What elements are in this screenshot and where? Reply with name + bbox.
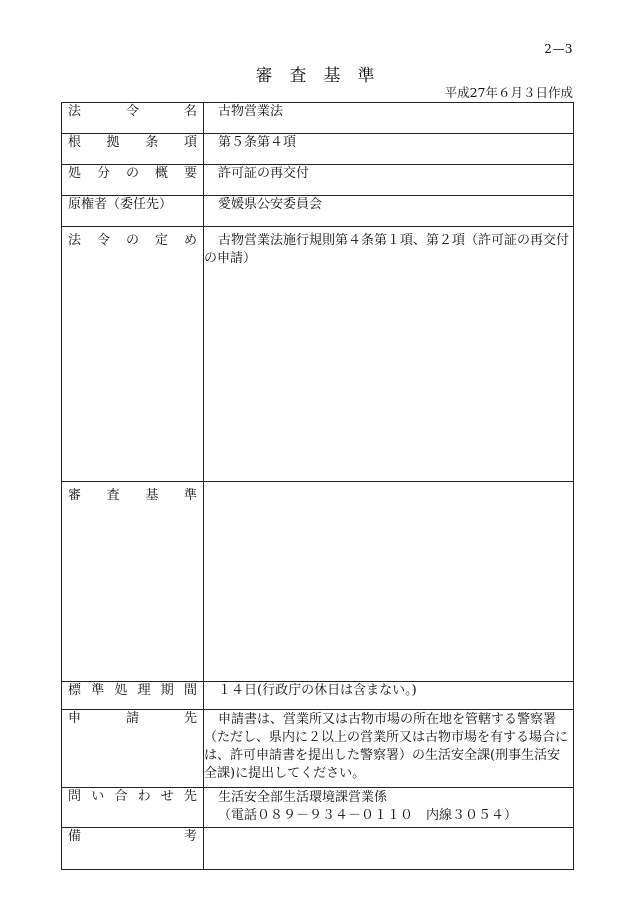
label-char: 標 xyxy=(68,683,82,698)
value-law-provision: 古物営業法施行規則第４条第１項、第２項（許可証の再交付の申請） xyxy=(204,233,570,266)
label-char: 先 xyxy=(183,789,197,804)
value-cell xyxy=(204,682,574,710)
row-application xyxy=(62,710,574,788)
label-char: 概 xyxy=(154,166,168,181)
value-cell xyxy=(204,103,574,134)
label-char: 条 xyxy=(145,135,159,150)
label-char: 備 xyxy=(68,829,82,844)
label-char: 準 xyxy=(183,488,197,503)
label-char: 名 xyxy=(183,104,197,119)
label-char: 準 xyxy=(91,683,105,698)
label-cell xyxy=(62,828,204,870)
label-cell xyxy=(62,165,204,196)
label-application xyxy=(62,710,203,728)
value-contact-line2: （電話０８９－９３４－０１１０ 内線３０５４） xyxy=(218,808,518,823)
label-cell xyxy=(62,682,204,710)
label-char: め xyxy=(183,233,197,248)
label-contact xyxy=(62,788,203,806)
row-processing-period xyxy=(62,682,574,710)
value-cell xyxy=(204,227,574,482)
row-authority xyxy=(62,196,574,227)
value-cell xyxy=(204,788,574,828)
label-criteria xyxy=(62,482,203,505)
label-char: 間 xyxy=(183,683,197,698)
review-criteria-table xyxy=(61,102,574,870)
label-processing-period xyxy=(62,682,203,700)
label-char: わ xyxy=(137,789,151,804)
label-char: 先 xyxy=(183,711,197,726)
label-char: 処 xyxy=(114,683,128,698)
row-basis xyxy=(62,134,574,165)
value-application: 申請書は、営業所又は古物市場の所在地を管轄する警察署（ただし、県内に２以上の営業所又は古物市場を有する場合には、許可申請書を提出した警察署）の生活安全課(刑事生活安全課)に提出してください。 xyxy=(204,712,569,781)
row-law-provision xyxy=(62,227,574,482)
label-char: 査 xyxy=(106,488,120,503)
label-char: 請 xyxy=(125,711,139,726)
label-char: 基 xyxy=(145,488,159,503)
label-char: 拠 xyxy=(106,135,120,150)
label-char: せ xyxy=(160,789,174,804)
label-char: 令 xyxy=(96,233,110,248)
created-date: 平成27年６月３日作成 xyxy=(444,85,573,100)
label-char: 審 xyxy=(68,488,82,503)
label-char: い xyxy=(91,789,105,804)
row-criteria xyxy=(62,482,574,682)
label-char: 理 xyxy=(137,683,151,698)
row-law-name xyxy=(62,103,574,134)
label-cell xyxy=(62,482,204,682)
label-char: 分 xyxy=(96,166,110,181)
value-criteria xyxy=(204,482,573,487)
value-summary: 許可証の再交付 xyxy=(218,166,310,181)
value-contact-line1: 生活安全部生活環境課営業係 xyxy=(218,790,388,805)
label-char: 処 xyxy=(68,166,82,181)
label-cell xyxy=(62,103,204,134)
label-char: 定 xyxy=(154,233,168,248)
label-char: 法 xyxy=(68,104,82,119)
value-cell xyxy=(204,710,574,788)
value-cell xyxy=(204,196,574,227)
value-processing-period: １４日(行政庁の休日は含まない。) xyxy=(218,683,417,698)
label-char: 問 xyxy=(68,789,82,804)
label-char: の xyxy=(125,166,139,181)
value-cell xyxy=(204,482,574,682)
label-cell xyxy=(62,196,204,227)
label-char: 項 xyxy=(183,135,197,150)
label-char: 期 xyxy=(160,683,174,698)
label-cell xyxy=(62,134,204,165)
row-contact xyxy=(62,788,574,828)
row-summary xyxy=(62,165,574,196)
label-char: 根 xyxy=(68,135,82,150)
label-char: 法 xyxy=(68,233,82,248)
label-char: 令 xyxy=(125,104,139,119)
label-summary xyxy=(62,165,203,183)
row-remarks xyxy=(62,828,574,870)
label-basis xyxy=(62,134,203,152)
document-title: 審 査 基 準 xyxy=(255,66,375,86)
value-cell xyxy=(204,828,574,870)
label-remarks xyxy=(62,828,203,846)
label-cell xyxy=(62,710,204,788)
label-law-name xyxy=(62,103,203,121)
label-char: 要 xyxy=(183,166,197,181)
label-char: 考 xyxy=(183,829,197,844)
label-char: 合 xyxy=(114,789,128,804)
label-char: の xyxy=(125,233,139,248)
value-cell xyxy=(204,165,574,196)
page-number: 2—3 xyxy=(544,42,573,56)
label-cell xyxy=(62,227,204,482)
value-authority: 愛媛県公安委員会 xyxy=(218,197,323,212)
label-law-provision xyxy=(62,227,203,250)
value-law-name: 古物営業法 xyxy=(218,104,284,119)
label-authority: 原権者（委任先） xyxy=(68,197,173,212)
label-char: 申 xyxy=(68,711,82,726)
value-basis: 第５条第４項 xyxy=(218,135,297,150)
value-cell xyxy=(204,134,574,165)
label-cell xyxy=(62,788,204,828)
